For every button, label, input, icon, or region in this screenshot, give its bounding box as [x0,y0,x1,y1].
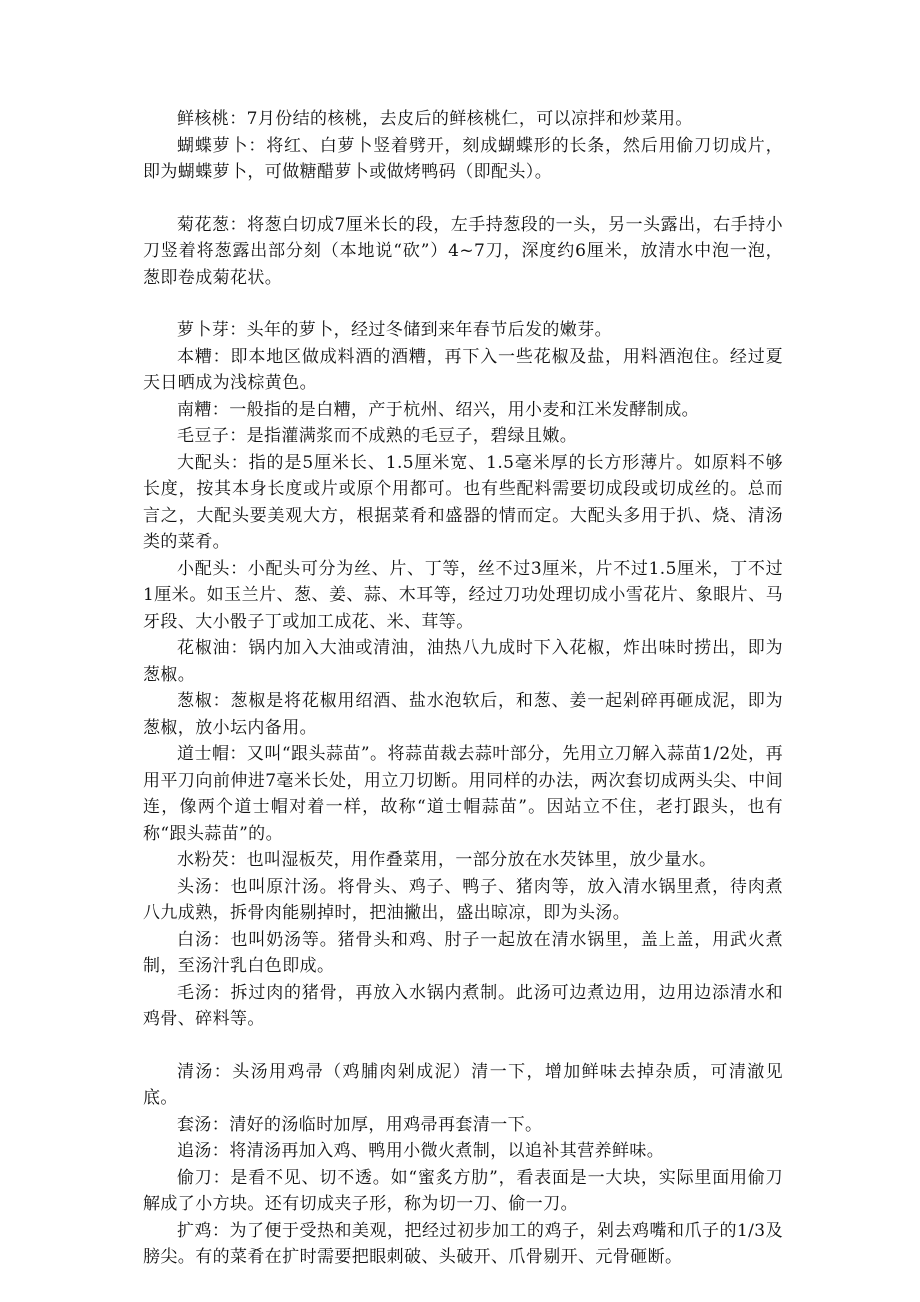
entry-term: 南糟： [177,399,230,420]
entry-text: 也叫奶汤等。猪骨头和鸡、肘子一起放在清水锅里，盖上盖，用武火煮制，至汤汁乳白色即成。 [143,929,783,976]
entry-radish-sprout [143,317,783,344]
entry-text: 清好的汤临时加厚，用鸡帚再套清一下。 [229,1114,543,1135]
entry-term: 本糟： [177,346,231,367]
entry-term: 花椒油： [177,638,249,658]
entry-reclarified-stock [143,1112,783,1139]
entry-text: 葱椒是将花椒用绍酒、盐水泡软后，和葱、姜一起剁碎再砸成泥，即为葱椒，放小坛内备用。 [143,691,783,738]
entry-term: 清汤： [177,1061,233,1082]
entry-text: 又叫“跟头蒜苗”。将蒜苗裁去蒜叶部分，先用立刀解入蒜苗1/2处，再用平刀向前伸进7毫米长处，用立刀切断。用同样的办法，两次套切成两头尖、中间连，像两个道士帽对着一样，故称“道士帽蒜苗”。因站立不住，老打跟头，也有称“跟头蒜苗”的。 [143,744,783,844]
entry-term: 扩鸡： [177,1220,230,1241]
entry-text: 也叫原汁汤。将骨头、鸡子、鸭子、猪肉等，放入清水锅里煮，待肉煮八九成熟，拆骨肉能剔掉时，把油撇出，盛出晾凉，即为头汤。 [143,876,783,923]
entry-clear-stock [143,1059,783,1112]
entry-hidden-cut [143,1165,783,1218]
entry-term: 追汤： [177,1141,230,1161]
entry-term: 白汤： [177,929,231,950]
entry-text: 头年的萝卜，经过冬储到来年春节后发的嫩芽。 [246,320,613,340]
entry-rough-stock [143,980,783,1033]
entry-text: 头汤用鸡帚（鸡脯肉剁成泥）清一下，增加鲜味去掉杂质，可清澈见底。 [143,1061,784,1108]
entry-term: 萝卜芽： [177,320,247,340]
entry-local-lees [143,344,783,397]
entry-text: 将葱白切成7厘米长的段，左手持葱段的一头，另一头露出，右手持小刀竖着将葱露出部分刻（本地说“砍”）4~7刀，深度约6厘米，放清水中泡一泡，葱即卷成菊花状。 [143,214,783,288]
entry-text: 即本地区做成料酒的酒糟，再下入一些花椒及盐，用料酒泡住。经过夏天日晒成为浅棕黄色。 [143,346,783,393]
entry-text: 7月份结的核桃，去皮后的鲜核桃仁，可以凉拌和炒菜用。 [246,109,693,129]
entry-text: 指的是5厘米长、1.5厘米宽、1.5毫米厚的长方形薄片。如原料不够长度，按其本身长度或片或原个用都可。也有些配料需要切成段或切成丝的。总而言之，大配头要美观大方，根据菜肴和盛器的情而定。大配头多用于扒、烧、清汤类的菜肴。 [143,452,783,552]
entry-butterfly-radish [143,133,783,186]
entry-taoist-hat [143,741,783,847]
entry-term: 菊花葱： [177,214,247,235]
entry-text: 是看不见、切不透。如“蜜炙方肋”，看表面是一大块，实际里面用偷刀解成了小方块。还有切成夹子形，称为切一刀、偷一刀。 [143,1167,783,1214]
entry-term: 小配头： [177,558,248,579]
entry-text: 是指灌满浆而不成熟的毛豆子，碧绿且嫩。 [246,426,578,446]
entry-term: 大配头： [177,452,249,473]
entry-pepper-oil [143,635,783,688]
entry-southern-lees [143,397,783,424]
entry-term: 水粉芡： [177,850,247,870]
entry-green-soybean [143,423,783,450]
entry-term: 毛汤： [177,982,231,1003]
entry-chicken-prep [143,1218,783,1271]
entry-scallion-pepper [143,688,783,741]
entry-enriched-stock [143,1138,783,1165]
entry-text: 将红、白萝卜竖着劈开，刻成蝴蝶形的长条，然后用偷刀切成片，即为蝴蝶萝卜，可做糖醋萝卜或做烤鸭码（即配头）。 [143,135,783,182]
document-body [143,106,783,1271]
entry-text: 锅内加入大油或清油，油热八九成时下入花椒，炸出味时捞出，即为葱椒。 [143,638,784,685]
entry-wet-starch [143,847,783,874]
entry-term: 蝴蝶萝卜： [177,135,267,156]
entry-term: 头汤： [177,876,231,897]
entry-white-stock [143,927,783,980]
entry-chrysanthemum-scallion [143,212,783,292]
entry-text: 也叫湿板芡，用作叠菜用，一部分放在水芡钵里，放少量水。 [246,850,717,870]
entry-text: 将清汤再加入鸡、鸭用小微火煮制，以追补其营养鲜味。 [229,1141,665,1161]
entry-large-garnish [143,450,783,556]
entry-term: 道士帽： [177,744,247,764]
entry-first-stock [143,874,783,927]
entry-term: 葱椒： [177,691,231,711]
entry-term: 偷刀： [177,1167,231,1188]
entry-term: 毛豆子： [177,426,247,446]
entry-text: 小配头可分为丝、片、丁等，丝不过3厘米，片不过1.5厘米，丁不过1厘米。如玉兰片、葱、姜、蒜、木耳等，经过刀功处理切成小雪花片、象眼片、马牙段、大小骰子丁或加工成花、米、茸等。 [143,558,783,632]
entry-text: 拆过肉的猪骨，再放入水锅内煮制。此汤可边煮边用，边用边添清水和鸡骨、碎料等。 [143,982,783,1029]
entry-fresh-walnut [143,106,783,133]
entry-term: 鲜核桃： [177,109,247,129]
entry-text: 为了便于受热和美观，把经过初步加工的鸡子，剁去鸡嘴和爪子的1/3及膀尖。有的菜肴在扩时需要把眼刺破、头破开、爪骨剔开、元骨砸断。 [143,1220,783,1267]
entry-small-garnish [143,556,783,636]
entry-text: 一般指的是白糟，产于杭州、绍兴，用小麦和江米发酵制成。 [229,399,700,420]
entry-term: 套汤： [177,1114,230,1135]
